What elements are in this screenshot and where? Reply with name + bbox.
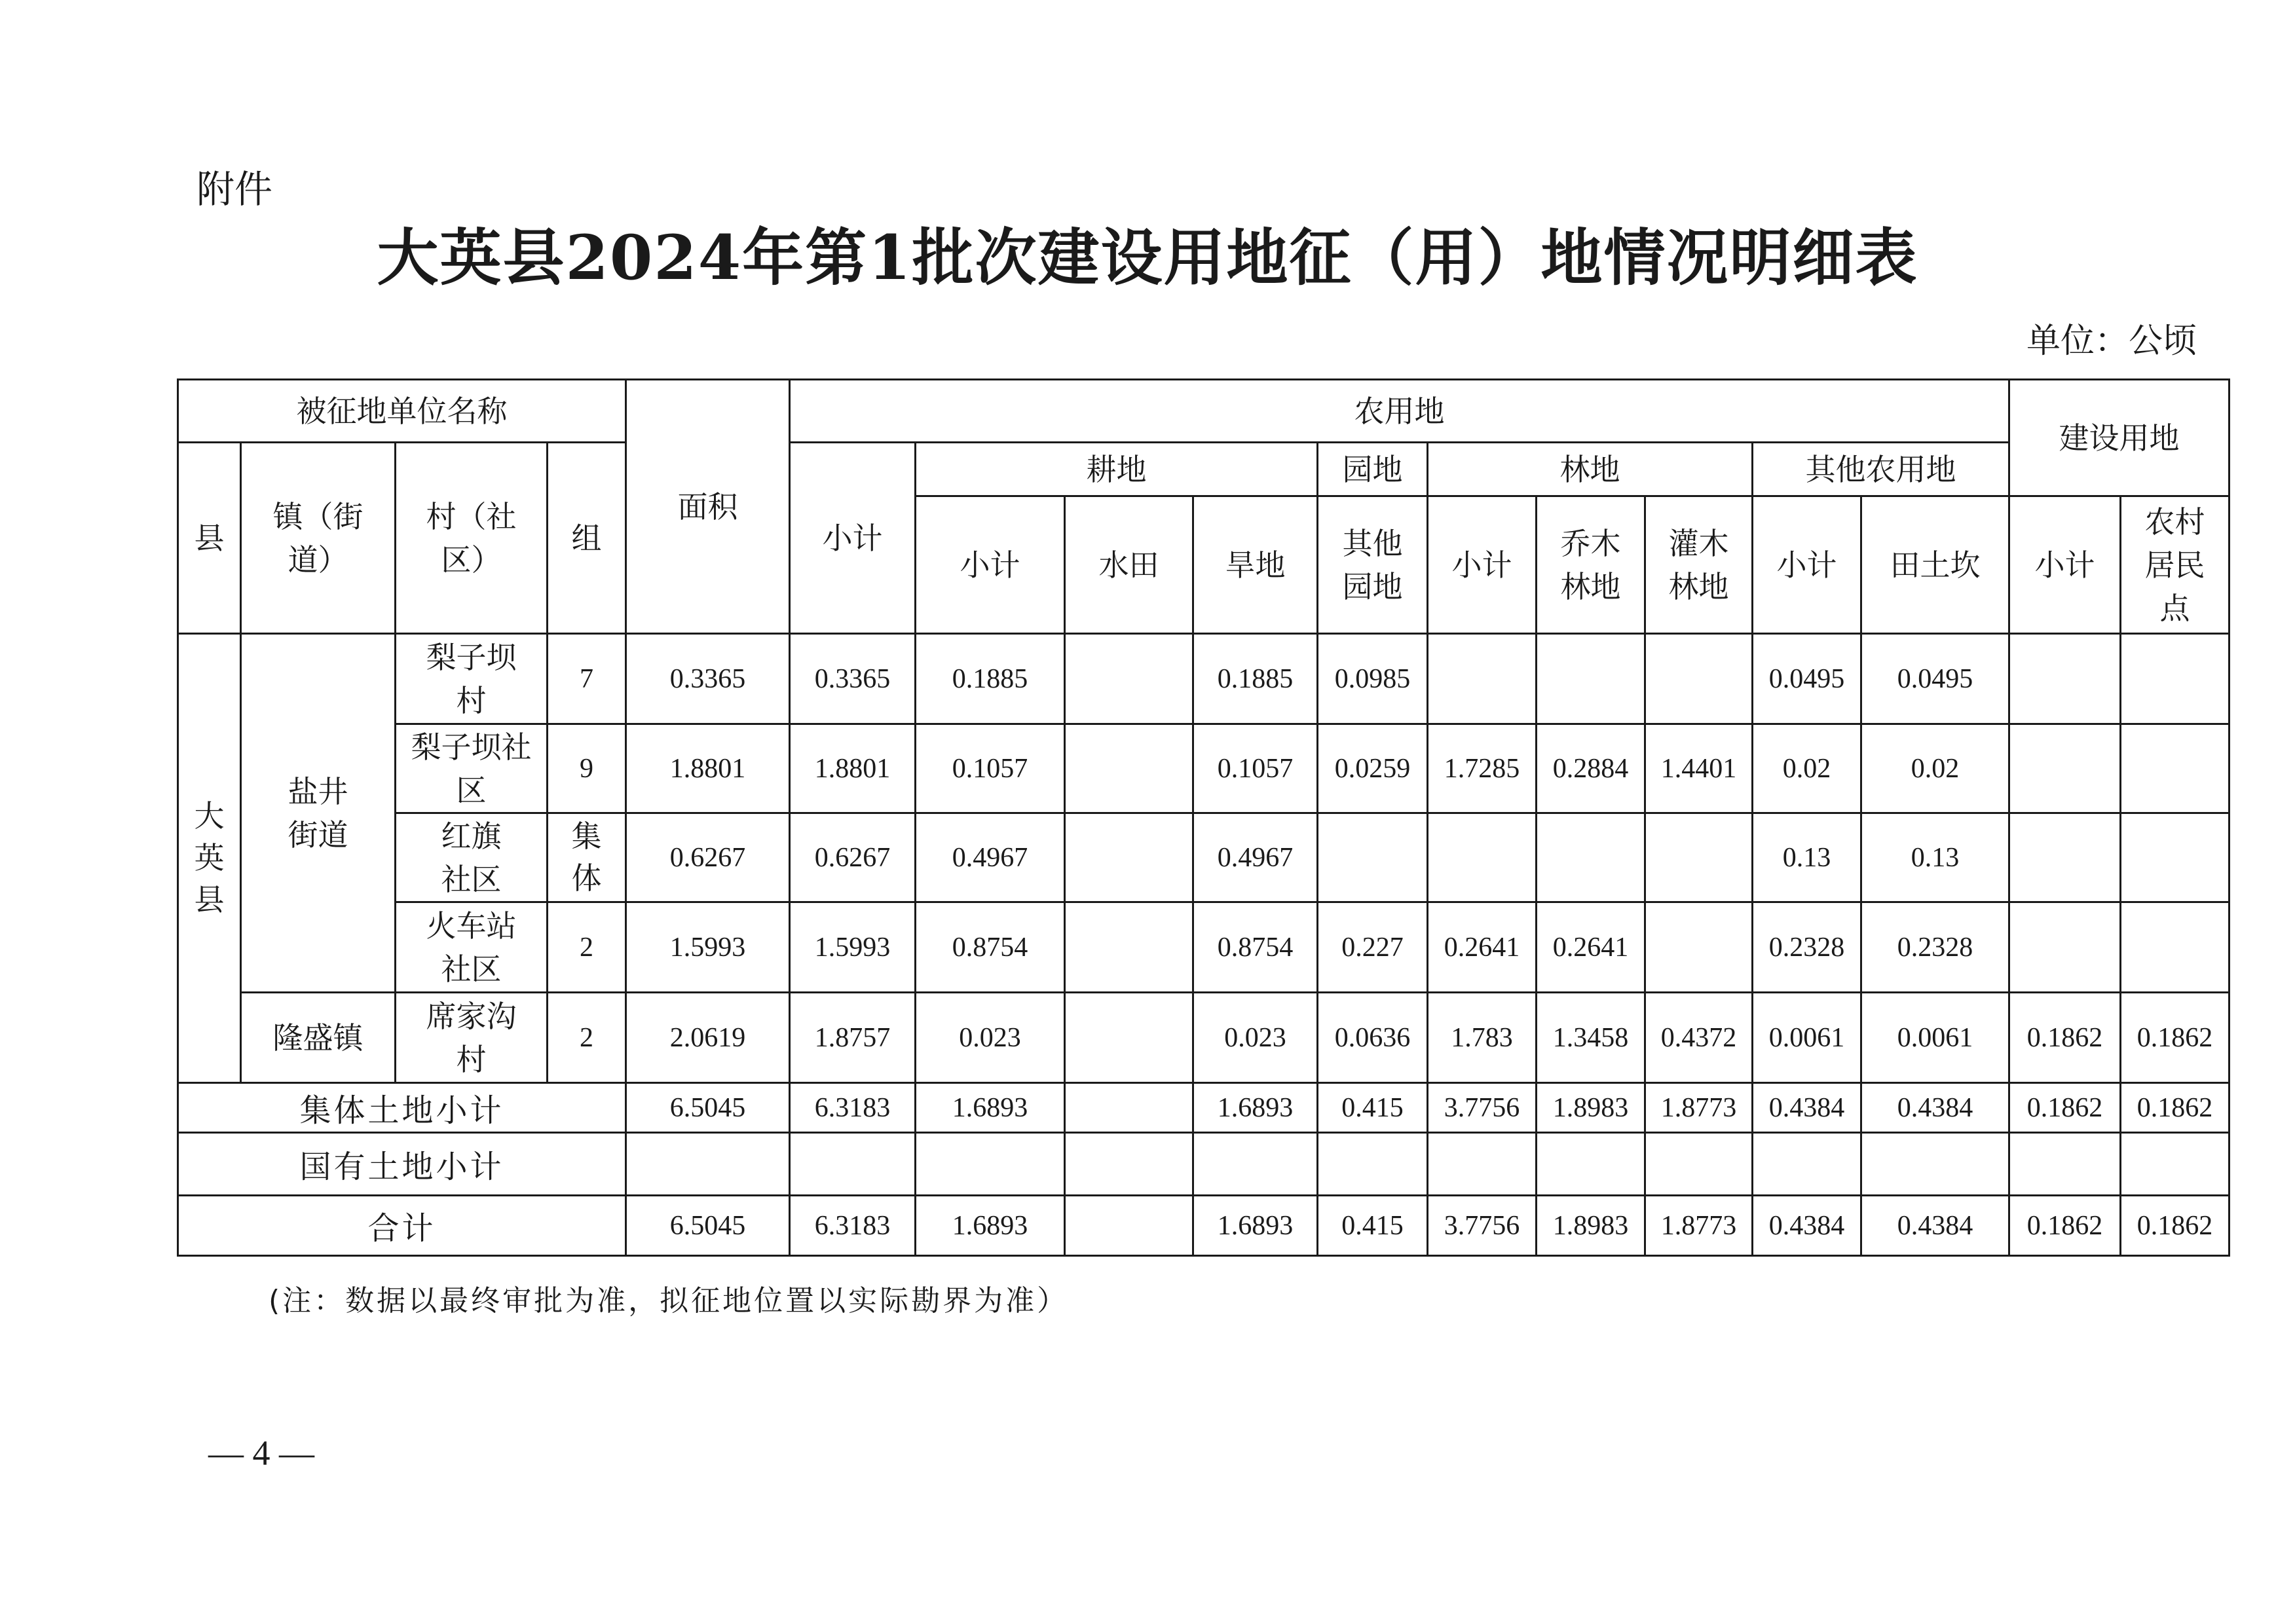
page-number: — 4 —: [208, 1433, 314, 1473]
dry-cell: 0.023: [1193, 993, 1318, 1083]
farm-subtotal-cell: 1.8801: [790, 724, 916, 813]
paddy-cell: [1065, 724, 1193, 813]
header-village: 村（社区）: [396, 443, 548, 634]
shrub-cell: [1645, 1133, 1753, 1196]
dry-cell: [1193, 1133, 1318, 1196]
ridge-cell: 0.4384: [1861, 1083, 2009, 1133]
farm-subtotal-cell: 0.6267: [790, 813, 916, 902]
other-garden-cell: 0.227: [1318, 902, 1428, 993]
header-rural-settlement: 农村居民点: [2121, 496, 2230, 634]
other-garden-cell: 0.0259: [1318, 724, 1428, 813]
document-title: 大英县2024年第1批次建设用地征（用）地情况明细表: [377, 222, 1918, 294]
header-other-subtotal: 小计: [1753, 496, 1861, 634]
area-cell: 0.6267: [626, 813, 790, 902]
cult-subtotal-cell: 0.1057: [916, 724, 1065, 813]
paddy-cell: [1065, 1133, 1193, 1196]
forest-subtotal-cell: 3.7756: [1428, 1196, 1537, 1256]
farm-subtotal-cell: [790, 1133, 916, 1196]
forest-subtotal-cell: 0.2641: [1428, 902, 1537, 993]
ridge-cell: 0.2328: [1861, 902, 2009, 993]
dry-cell: 0.1885: [1193, 634, 1318, 724]
group-cell: 集体: [548, 813, 626, 902]
county-cell: 大英县: [178, 634, 241, 1083]
other-garden-cell: 0.0636: [1318, 993, 1428, 1083]
cons-subtotal-cell: [2009, 813, 2121, 902]
cons-subtotal-cell: [2009, 902, 2121, 993]
area-cell: 0.3365: [626, 634, 790, 724]
paddy-cell: [1065, 902, 1193, 993]
arbor-cell: [1537, 634, 1645, 724]
header-shrub: 灌木林地: [1645, 496, 1753, 634]
ridge-cell: 0.0495: [1861, 634, 2009, 724]
unit-label: 单位：公顷: [2026, 322, 2197, 361]
other-subtotal-cell: [1753, 1133, 1861, 1196]
rural-cell: 0.1862: [2121, 1196, 2230, 1256]
shrub-cell: 1.8773: [1645, 1083, 1753, 1133]
table-row: [178, 813, 2230, 902]
shrub-cell: 1.8773: [1645, 1196, 1753, 1256]
paddy-cell: [1065, 813, 1193, 902]
summary-row-total: [178, 1196, 2230, 1256]
rural-cell: [2121, 724, 2230, 813]
town-cell: 盐井街道: [241, 634, 396, 993]
group-cell: 2: [548, 993, 626, 1083]
arbor-cell: 1.8983: [1537, 1083, 1645, 1133]
area-cell: 2.0619: [626, 993, 790, 1083]
other-subtotal-cell: 0.02: [1753, 724, 1861, 813]
cons-subtotal-cell: [2009, 1133, 2121, 1196]
cult-subtotal-cell: 0.4967: [916, 813, 1065, 902]
farm-subtotal-cell: 6.3183: [790, 1196, 916, 1256]
farm-subtotal-cell: 1.8757: [790, 993, 916, 1083]
town-cell: 隆盛镇: [241, 993, 396, 1083]
other-garden-cell: 0.415: [1318, 1196, 1428, 1256]
header-garden: 园地: [1318, 443, 1428, 496]
shrub-cell: [1645, 813, 1753, 902]
header-dry: 旱地: [1193, 496, 1318, 634]
attachment-label: 附件: [196, 167, 273, 212]
ridge-cell: 0.4384: [1861, 1196, 2009, 1256]
ridge-cell: 0.13: [1861, 813, 2009, 902]
summary-label: 合计: [178, 1196, 626, 1256]
cons-subtotal-cell: 0.1862: [2009, 1196, 2121, 1256]
farm-subtotal-cell: 1.5993: [790, 902, 916, 993]
other-garden-cell: [1318, 1133, 1428, 1196]
shrub-cell: [1645, 634, 1753, 724]
other-garden-cell: [1318, 813, 1428, 902]
header-ridge: 田土坎: [1861, 496, 2009, 634]
village-cell: 梨子坝村: [396, 634, 548, 724]
forest-subtotal-cell: 1.783: [1428, 993, 1537, 1083]
header-other-farm: 其他农用地: [1753, 443, 2009, 496]
rural-cell: 0.1862: [2121, 993, 2230, 1083]
table-row: [178, 634, 2230, 724]
village-cell: 席家沟村: [396, 993, 548, 1083]
dry-cell: 1.6893: [1193, 1083, 1318, 1133]
header-town: 镇（街道）: [241, 443, 396, 634]
cult-subtotal-cell: [916, 1133, 1065, 1196]
other-subtotal-cell: 0.4384: [1753, 1196, 1861, 1256]
header-construction: 建设用地: [2009, 380, 2230, 496]
group-cell: 9: [548, 724, 626, 813]
header-area: 面积: [626, 380, 790, 634]
group-cell: 7: [548, 634, 626, 724]
summary-label: 集体土地小计: [178, 1083, 626, 1133]
land-requisition-table: [177, 378, 2230, 1257]
area-cell: [626, 1133, 790, 1196]
farm-subtotal-cell: 0.3365: [790, 634, 916, 724]
arbor-cell: 1.3458: [1537, 993, 1645, 1083]
header-forest-subtotal: 小计: [1428, 496, 1537, 634]
cult-subtotal-cell: 1.6893: [916, 1083, 1065, 1133]
land-table-container: [177, 378, 2230, 1257]
shrub-cell: 1.4401: [1645, 724, 1753, 813]
other-subtotal-cell: 0.4384: [1753, 1083, 1861, 1133]
area-cell: 6.5045: [626, 1196, 790, 1256]
cons-subtotal-cell: [2009, 634, 2121, 724]
header-unit-name: 被征地单位名称: [178, 380, 626, 443]
area-cell: 6.5045: [626, 1083, 790, 1133]
cons-subtotal-cell: 0.1862: [2009, 993, 2121, 1083]
area-cell: 1.5993: [626, 902, 790, 993]
forest-subtotal-cell: 3.7756: [1428, 1083, 1537, 1133]
shrub-cell: 0.4372: [1645, 993, 1753, 1083]
header-paddy: 水田: [1065, 496, 1193, 634]
other-garden-cell: 0.415: [1318, 1083, 1428, 1133]
cult-subtotal-cell: 0.8754: [916, 902, 1065, 993]
dry-cell: 1.6893: [1193, 1196, 1318, 1256]
dry-cell: 0.1057: [1193, 724, 1318, 813]
other-subtotal-cell: 0.13: [1753, 813, 1861, 902]
header-forest: 林地: [1428, 443, 1753, 496]
summary-row-state: [178, 1133, 2230, 1196]
forest-subtotal-cell: [1428, 1133, 1537, 1196]
cons-subtotal-cell: [2009, 724, 2121, 813]
summary-row-collective: [178, 1083, 2230, 1133]
header-other-garden: 其他园地: [1318, 496, 1428, 634]
group-cell: 2: [548, 902, 626, 993]
table-row: [178, 902, 2230, 993]
header-cons-subtotal: 小计: [2009, 496, 2121, 634]
rural-cell: [2121, 902, 2230, 993]
header-farm-subtotal: 小计: [790, 443, 916, 634]
table-row: [178, 724, 2230, 813]
footnote: (注：数据以最终审批为准，拟征地位置以实际勘界为准）: [269, 1284, 1069, 1318]
arbor-cell: 1.8983: [1537, 1196, 1645, 1256]
other-subtotal-cell: 0.0495: [1753, 634, 1861, 724]
table-row: [178, 993, 2230, 1083]
arbor-cell: [1537, 1133, 1645, 1196]
farm-subtotal-cell: 6.3183: [790, 1083, 916, 1133]
forest-subtotal-cell: [1428, 813, 1537, 902]
paddy-cell: [1065, 1196, 1193, 1256]
ridge-cell: 0.02: [1861, 724, 2009, 813]
dry-cell: 0.4967: [1193, 813, 1318, 902]
area-cell: 1.8801: [626, 724, 790, 813]
cult-subtotal-cell: 0.023: [916, 993, 1065, 1083]
rural-cell: [2121, 1133, 2230, 1196]
header-cultivated: 耕地: [916, 443, 1318, 496]
cons-subtotal-cell: 0.1862: [2009, 1083, 2121, 1133]
other-subtotal-cell: 0.0061: [1753, 993, 1861, 1083]
summary-label: 国有土地小计: [178, 1133, 626, 1196]
shrub-cell: [1645, 902, 1753, 993]
ridge-cell: 0.0061: [1861, 993, 2009, 1083]
forest-subtotal-cell: [1428, 634, 1537, 724]
arbor-cell: 0.2884: [1537, 724, 1645, 813]
paddy-cell: [1065, 993, 1193, 1083]
ridge-cell: [1861, 1133, 2009, 1196]
village-cell: 红旗社区: [396, 813, 548, 902]
village-cell: 火车站社区: [396, 902, 548, 993]
dry-cell: 0.8754: [1193, 902, 1318, 993]
cult-subtotal-cell: 0.1885: [916, 634, 1065, 724]
arbor-cell: 0.2641: [1537, 902, 1645, 993]
arbor-cell: [1537, 813, 1645, 902]
paddy-cell: [1065, 1083, 1193, 1133]
header-arbor: 乔木林地: [1537, 496, 1645, 634]
rural-cell: [2121, 634, 2230, 724]
cult-subtotal-cell: 1.6893: [916, 1196, 1065, 1256]
rural-cell: 0.1862: [2121, 1083, 2230, 1133]
header-county: 县: [178, 443, 241, 634]
other-garden-cell: 0.0985: [1318, 634, 1428, 724]
header-cult-subtotal: 小计: [916, 496, 1065, 634]
rural-cell: [2121, 813, 2230, 902]
paddy-cell: [1065, 634, 1193, 724]
header-farmland: 农用地: [790, 380, 2009, 443]
header-group: 组: [548, 443, 626, 634]
village-cell: 梨子坝社区: [396, 724, 548, 813]
forest-subtotal-cell: 1.7285: [1428, 724, 1537, 813]
other-subtotal-cell: 0.2328: [1753, 902, 1861, 993]
